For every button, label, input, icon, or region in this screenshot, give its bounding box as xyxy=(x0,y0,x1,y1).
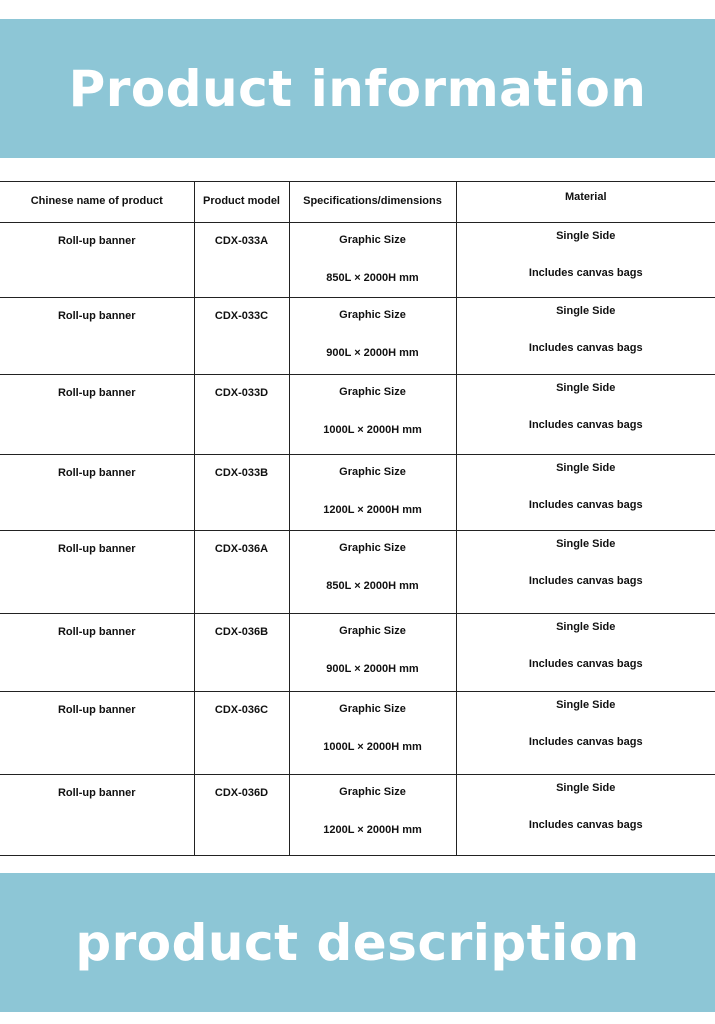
material-cell xyxy=(456,775,715,856)
material-cell xyxy=(456,531,715,614)
material-side: Single Side xyxy=(556,305,616,317)
product-model-cell xyxy=(194,455,289,531)
spec-value: 850L × 2000H mm xyxy=(326,580,419,592)
product-name-cell xyxy=(0,375,194,455)
product-model-cell xyxy=(194,614,289,692)
product-name-cell xyxy=(0,298,194,375)
product-name-cell xyxy=(0,455,194,531)
product-table xyxy=(0,181,715,856)
table-header-row xyxy=(0,182,715,223)
spec-label: Graphic Size xyxy=(339,786,406,798)
product-model: CDX-033A xyxy=(214,235,269,247)
product-name-cell xyxy=(0,775,194,856)
spec-value: 900L × 2000H mm xyxy=(326,663,419,675)
spec-label: Graphic Size xyxy=(339,386,406,398)
product-model: CDX-036C xyxy=(214,704,269,716)
spec-cell xyxy=(289,531,456,614)
product-name: Roll-up banner xyxy=(57,235,136,247)
product-name-cell xyxy=(0,692,194,775)
spec-cell xyxy=(289,614,456,692)
product-name: Roll-up banner xyxy=(57,543,136,555)
material-cell xyxy=(456,375,715,455)
table-row xyxy=(0,531,715,614)
material-extra: Includes canvas bags xyxy=(528,499,643,511)
material-side: Single Side xyxy=(556,621,616,633)
product-model-cell xyxy=(194,298,289,375)
spec-cell xyxy=(289,223,456,298)
material-side: Single Side xyxy=(556,382,616,394)
material-cell xyxy=(456,298,715,375)
material-side: Single Side xyxy=(556,230,616,242)
column-header-material: Material xyxy=(456,182,715,223)
material-extra: Includes canvas bags xyxy=(528,736,643,748)
spec-value: 1200L × 2000H mm xyxy=(323,504,422,516)
product-name-cell xyxy=(0,223,194,298)
material-extra: Includes canvas bags xyxy=(528,658,643,670)
material-side: Single Side xyxy=(556,699,616,711)
spec-cell xyxy=(289,775,456,856)
material-extra: Includes canvas bags xyxy=(528,267,643,279)
product-name: Roll-up banner xyxy=(57,704,136,716)
product-model-cell xyxy=(194,692,289,775)
product-name: Roll-up banner xyxy=(57,310,136,322)
column-header-name: Chinese name of product xyxy=(0,182,194,223)
spec-value: 1200L × 2000H mm xyxy=(323,824,422,836)
product-model: CDX-033B xyxy=(214,467,269,479)
material-extra: Includes canvas bags xyxy=(528,575,643,587)
product-name: Roll-up banner xyxy=(57,626,136,638)
product-information-banner xyxy=(0,19,715,158)
material-side: Single Side xyxy=(556,538,616,550)
spec-label: Graphic Size xyxy=(339,234,406,246)
section-title: Product information xyxy=(68,59,647,118)
product-model: CDX-033D xyxy=(214,387,269,399)
product-model: CDX-036A xyxy=(214,543,269,555)
spec-label: Graphic Size xyxy=(339,625,406,637)
column-header-spec: Specifications/dimensions xyxy=(289,182,456,223)
product-model-cell xyxy=(194,531,289,614)
material-side: Single Side xyxy=(556,462,616,474)
spec-value: 900L × 2000H mm xyxy=(326,347,419,359)
product-name: Roll-up banner xyxy=(57,467,136,479)
spec-label: Graphic Size xyxy=(339,703,406,715)
product-table-container xyxy=(0,181,715,856)
product-model: CDX-036D xyxy=(214,787,269,799)
product-model: CDX-033C xyxy=(214,310,269,322)
table-row xyxy=(0,375,715,455)
spec-value: 850L × 2000H mm xyxy=(326,272,419,284)
spec-cell xyxy=(289,455,456,531)
table-row xyxy=(0,298,715,375)
spec-label: Graphic Size xyxy=(339,309,406,321)
spec-cell xyxy=(289,375,456,455)
product-model-cell xyxy=(194,223,289,298)
product-name: Roll-up banner xyxy=(57,787,136,799)
product-model-cell xyxy=(194,775,289,856)
product-description-banner xyxy=(0,873,715,1012)
spec-value: 1000L × 2000H mm xyxy=(323,424,422,436)
product-name: Roll-up banner xyxy=(57,387,136,399)
material-cell xyxy=(456,455,715,531)
table-body xyxy=(0,223,715,856)
product-name-cell xyxy=(0,614,194,692)
material-cell xyxy=(456,223,715,298)
table-row xyxy=(0,775,715,856)
spec-label: Graphic Size xyxy=(339,466,406,478)
table-row xyxy=(0,223,715,298)
material-extra: Includes canvas bags xyxy=(528,342,643,354)
product-name-cell xyxy=(0,531,194,614)
product-model-cell xyxy=(194,375,289,455)
product-model: CDX-036B xyxy=(214,626,269,638)
column-header-model: Product model xyxy=(194,182,289,223)
spec-label: Graphic Size xyxy=(339,542,406,554)
spec-value: 1000L × 2000H mm xyxy=(323,741,422,753)
material-side: Single Side xyxy=(556,782,616,794)
table-row xyxy=(0,692,715,775)
table-row xyxy=(0,614,715,692)
spec-cell xyxy=(289,298,456,375)
material-extra: Includes canvas bags xyxy=(528,819,643,831)
section-title: product description xyxy=(75,913,640,972)
material-extra: Includes canvas bags xyxy=(528,419,643,431)
material-cell xyxy=(456,614,715,692)
spec-cell xyxy=(289,692,456,775)
material-cell xyxy=(456,692,715,775)
table-row xyxy=(0,455,715,531)
